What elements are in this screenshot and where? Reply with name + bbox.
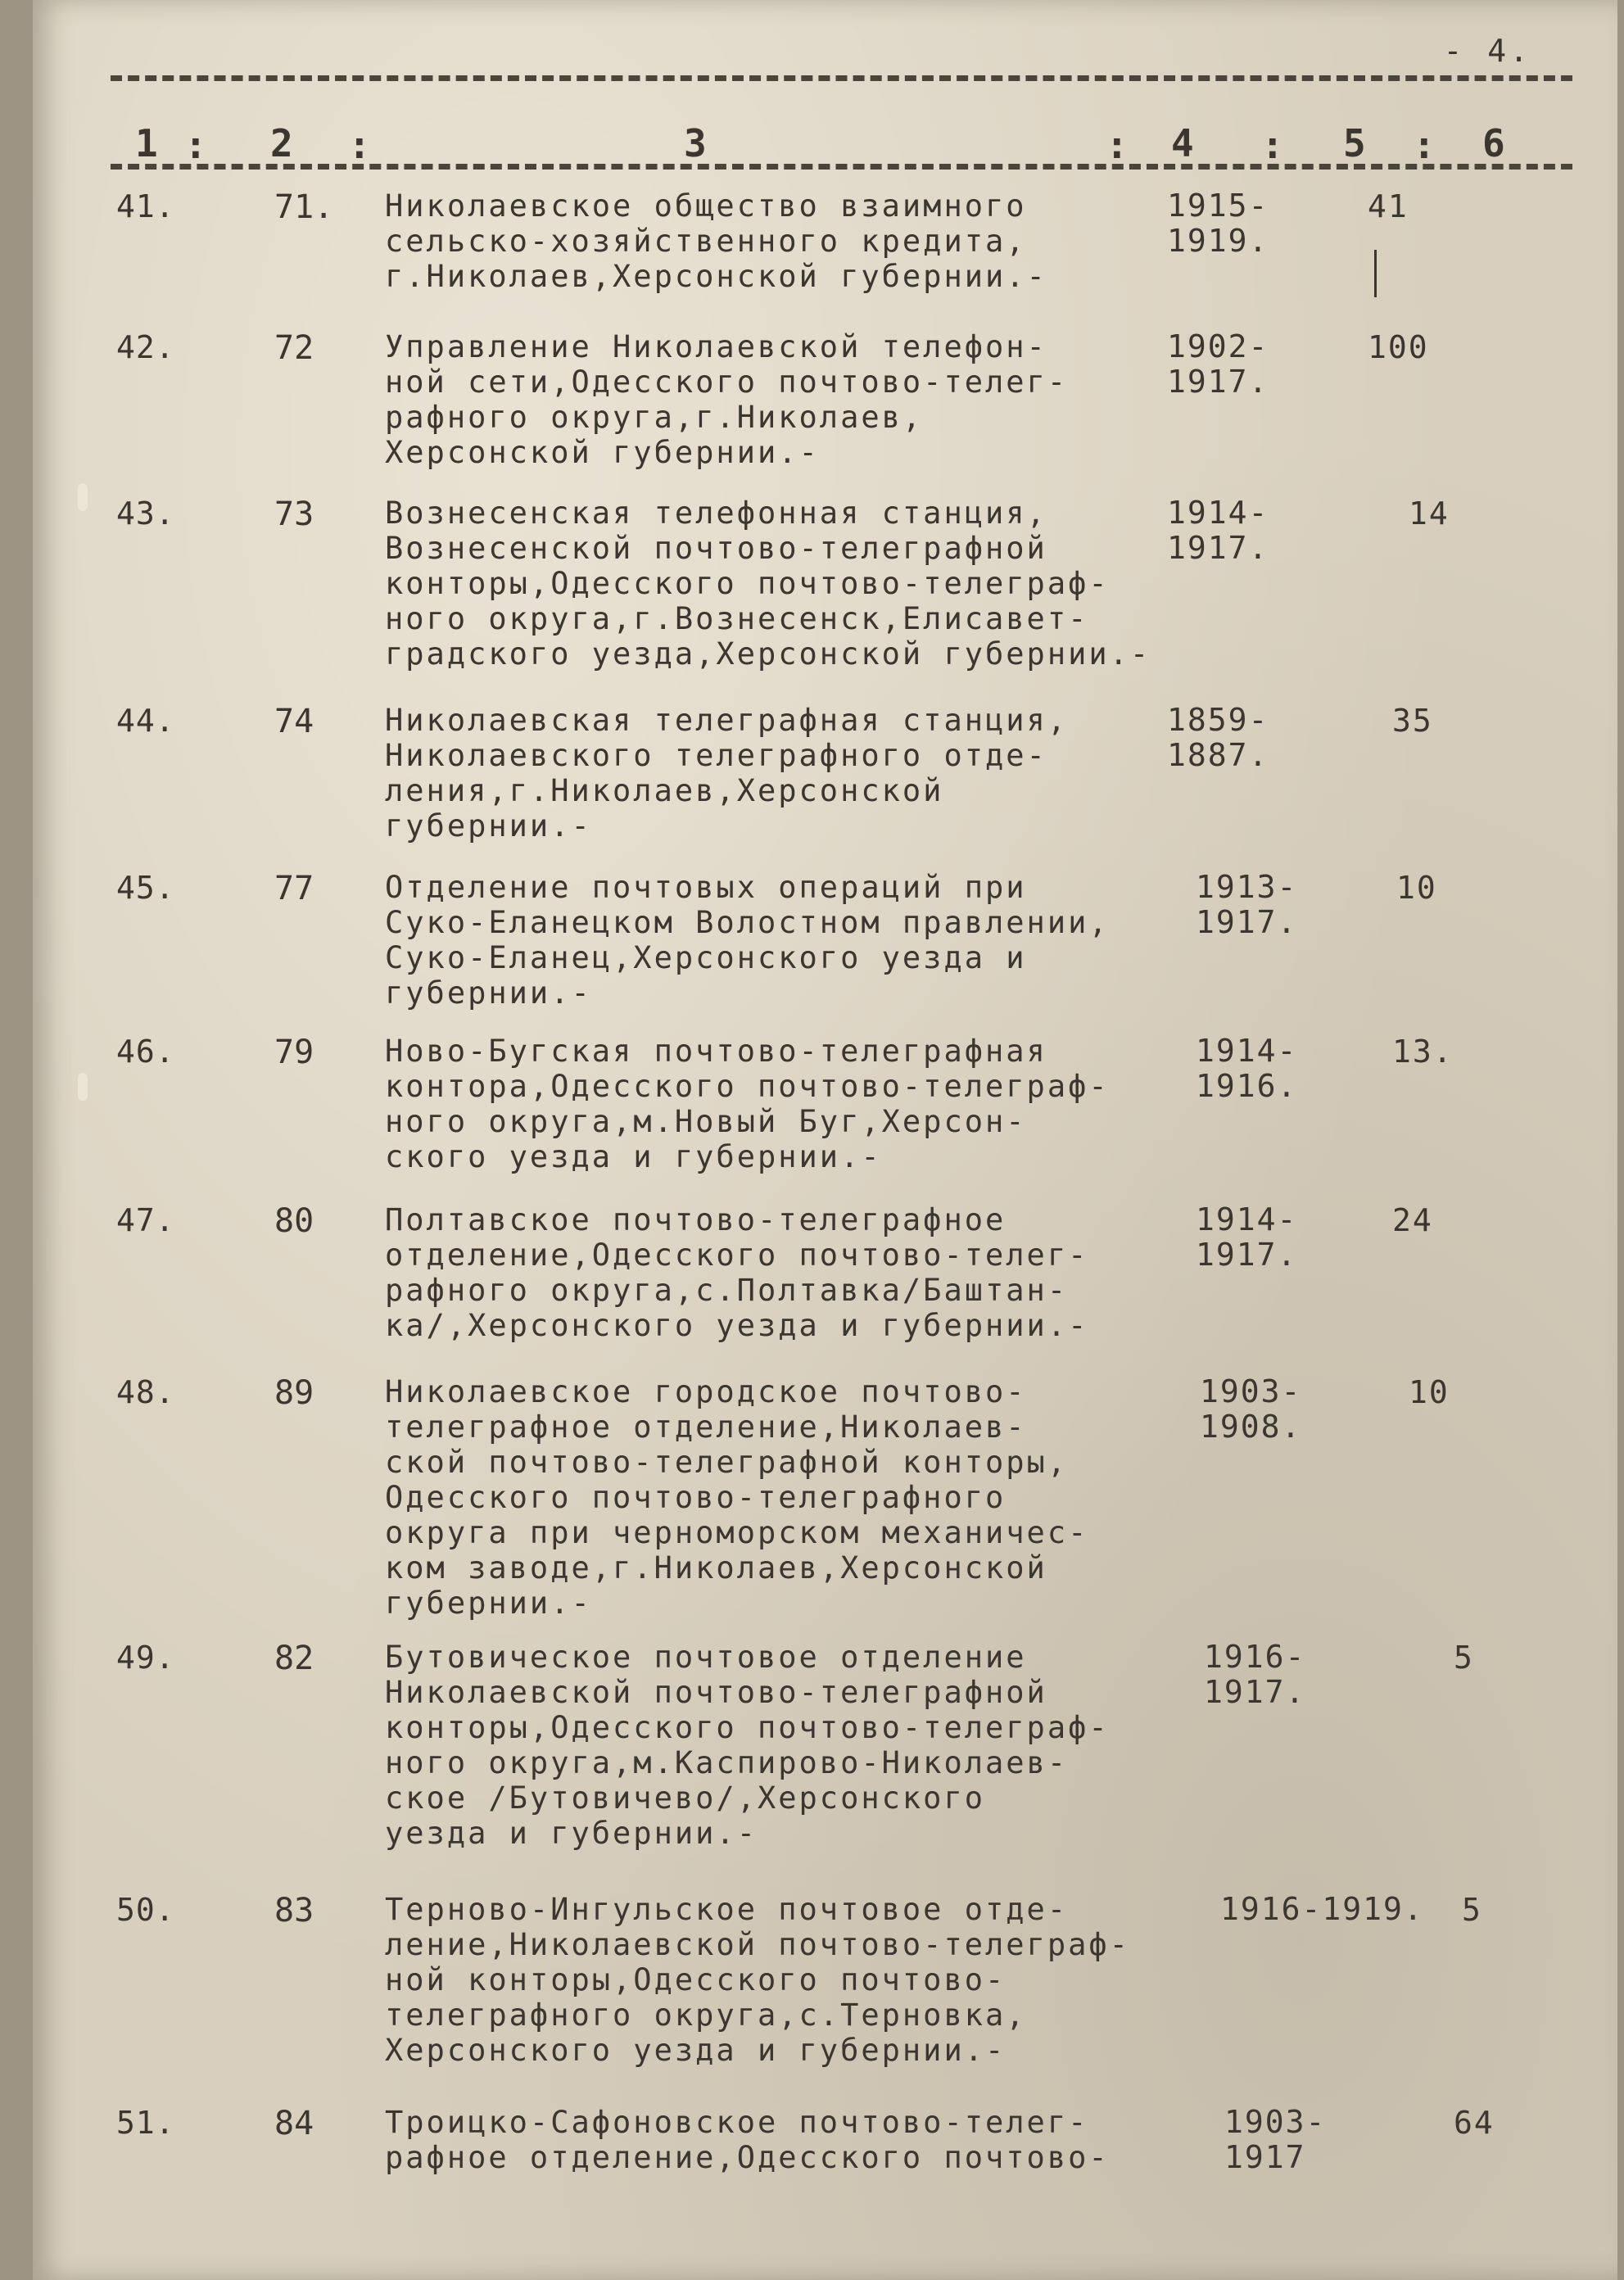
- description-line: Суко-Еланецком Волостном правлении,: [385, 905, 1110, 940]
- fund-number: 72: [274, 329, 314, 367]
- description-line: ка/,Херсонского уезда и губернии.-: [385, 1308, 1089, 1343]
- description-line: градского уезда,Херсонской губернии.-: [385, 636, 1151, 672]
- punch-hole-mark: [78, 1073, 88, 1101]
- entry-description: [385, 1034, 1212, 1174]
- entry-number: 41.: [116, 188, 175, 224]
- description-line: Суко-Еланец,Херсонского уезда и: [385, 940, 1027, 975]
- description-line: Одесского почтово-телеграфного: [385, 1480, 1007, 1515]
- entry-number: 44.: [116, 703, 175, 739]
- description-line: ком заводе,г.Николаев,Херсонской: [385, 1550, 1047, 1586]
- description-line: округа при черноморском механичес-: [385, 1515, 1089, 1550]
- description-line: рафное отделение,Одесского почтово-: [385, 2140, 1110, 2175]
- year-start: 1914-: [1196, 1201, 1298, 1237]
- year-start: 1903-: [1224, 2104, 1327, 2140]
- entry-years: [1196, 1034, 1297, 1104]
- description-line: ского уезда и губернии.-: [385, 1139, 882, 1174]
- description-line: Херсонской губернии.-: [385, 435, 820, 470]
- entry-number: 47.: [116, 1202, 175, 1238]
- fund-number: 83: [274, 1892, 314, 1929]
- entry-years: [1196, 1202, 1297, 1273]
- description-line: ной конторы,Одесского почтово-: [385, 1962, 1007, 1997]
- description-line: Херсонского уезда и губернии.-: [385, 2033, 1007, 2068]
- description-line: Николаевское общество взаимного: [385, 188, 1027, 224]
- description-line: ление,Николаевской почтово-телеграф-: [385, 1927, 1130, 1962]
- description-line: Николаевской почтово-телеграфной: [385, 1675, 1047, 1710]
- entry-description: [385, 329, 1212, 470]
- fund-number: 71.: [274, 188, 334, 226]
- description-line: уезда и губернии.-: [385, 1816, 758, 1851]
- storage-units-count: 10: [1409, 1374, 1450, 1410]
- description-line: Николаевское городское почтово-: [385, 1374, 1027, 1409]
- page-number: - 4.: [1443, 33, 1531, 69]
- year-start: 1902-: [1167, 328, 1269, 364]
- description-line: Николаевская телеграфная станция,: [385, 703, 1069, 738]
- entry-number: 42.: [116, 329, 175, 365]
- storage-units-count: 100: [1368, 329, 1429, 365]
- column-separator: :: [348, 123, 371, 167]
- entry-years: [1167, 703, 1269, 773]
- description-line: Управление Николаевской телефон-: [385, 329, 1047, 364]
- description-line: Бутовическое почтовое отделение: [385, 1640, 1027, 1675]
- entry-description: [385, 1374, 1212, 1621]
- entry-description: [385, 188, 1212, 294]
- description-line: отделение,Одесского почтово-телег-: [385, 1237, 1089, 1273]
- fund-number: 82: [274, 1640, 314, 1677]
- entry-years: [1220, 1892, 1424, 1927]
- description-line: сельско-хозяйственного кредита,: [385, 224, 1027, 259]
- entry-description: [385, 1202, 1212, 1343]
- column-header-4: 4: [1171, 121, 1196, 165]
- fund-number: 74: [274, 703, 314, 740]
- description-line: Вознесенской почтово-телеграфной: [385, 531, 1047, 566]
- year-end: 1917.: [1167, 364, 1269, 400]
- entry-years: [1224, 2105, 1326, 2175]
- storage-units-count: 13.: [1392, 1034, 1454, 1070]
- year-end: 1917.: [1196, 1237, 1298, 1273]
- entry-number: 50.: [116, 1892, 175, 1928]
- fund-number: 77: [274, 870, 314, 907]
- column-separator: :: [184, 123, 207, 167]
- description-line: Троицко-Сафоновское почтово-телег-: [385, 2105, 1089, 2140]
- year-start: 1903-: [1200, 1373, 1302, 1409]
- year-end: 1887.: [1167, 737, 1269, 773]
- description-line: конторы,Одесского почтово-телеграф-: [385, 1710, 1110, 1745]
- entry-description: [385, 2105, 1212, 2175]
- description-line: ного округа,г.Вознесенск,Елисавет-: [385, 601, 1089, 636]
- year-range: 1916-1919.: [1220, 1891, 1424, 1927]
- fund-number: 80: [274, 1202, 314, 1240]
- entry-description: [385, 703, 1212, 844]
- entry-years: [1196, 870, 1297, 940]
- entry-number: 46.: [116, 1034, 175, 1070]
- entry-number: 48.: [116, 1374, 175, 1410]
- description-line: ного округа,м.Каспирово-Николаев-: [385, 1745, 1069, 1780]
- description-line: ной сети,Одесского почтово-телег-: [385, 364, 1069, 400]
- description-line: контора,Одесского почтово-телеграф-: [385, 1069, 1110, 1104]
- description-line: телеграфного округа,с.Терновка,: [385, 1997, 1027, 2033]
- fund-number: 89: [274, 1374, 314, 1412]
- header-rule-top: [111, 75, 1572, 81]
- entry-description: [385, 1640, 1212, 1851]
- fund-number: 73: [274, 495, 314, 533]
- year-start: 1916-: [1204, 1639, 1306, 1675]
- year-end: 1917.: [1196, 904, 1298, 940]
- description-line: ское /Бутовичево/,Херсонского: [385, 1780, 986, 1816]
- description-line: губернии.-: [385, 808, 592, 844]
- year-start: 1915-: [1167, 188, 1269, 224]
- year-end: 1919.: [1167, 223, 1269, 259]
- storage-units-count: 14: [1409, 495, 1450, 532]
- storage-units-count: 5: [1462, 1892, 1482, 1928]
- year-start: 1913-: [1196, 869, 1298, 905]
- column-header-2: 2: [270, 121, 295, 165]
- year-end: 1917.: [1167, 530, 1269, 566]
- description-line: Вознесенская телефонная станция,: [385, 495, 1047, 531]
- storage-units-count: 24: [1392, 1202, 1433, 1238]
- header-rule-bottom: [111, 164, 1572, 170]
- description-line: ного округа,м.Новый Буг,Херсон-: [385, 1104, 1027, 1139]
- year-end: 1917: [1224, 2139, 1306, 2175]
- entry-number: 51.: [116, 2105, 175, 2141]
- column-header-3: 3: [684, 121, 708, 165]
- archive-page: [33, 0, 1617, 2280]
- description-line: губернии.-: [385, 975, 592, 1011]
- column-header-1: 1: [135, 121, 160, 165]
- entry-description: [385, 870, 1212, 1011]
- entry-years: [1200, 1374, 1301, 1445]
- description-line: конторы,Одесского почтово-телеграф-: [385, 566, 1110, 601]
- entry-description: [385, 1892, 1212, 2068]
- fund-number: 84: [274, 2105, 314, 2142]
- description-line: рафного округа,г.Николаев,: [385, 400, 924, 435]
- storage-units-count: 35: [1392, 703, 1433, 739]
- description-line: Ново-Бугская почтово-телеграфная: [385, 1034, 1047, 1069]
- year-end: 1917.: [1204, 1674, 1306, 1710]
- entry-years: [1167, 495, 1269, 566]
- year-end: 1916.: [1196, 1068, 1298, 1104]
- description-line: ской почтово-телеграфной конторы,: [385, 1445, 1069, 1480]
- description-line: губернии.-: [385, 1586, 592, 1621]
- year-start: 1914-: [1196, 1033, 1298, 1069]
- description-line: Полтавское почтово-телеграфное: [385, 1202, 1007, 1237]
- storage-units-count: 41: [1368, 188, 1409, 224]
- pencil-mark: [1374, 250, 1377, 297]
- storage-units-count: 5: [1454, 1640, 1474, 1676]
- year-start: 1859-: [1167, 702, 1269, 738]
- entry-number: 45.: [116, 870, 175, 906]
- column-separator: :: [1106, 123, 1129, 167]
- entry-number: 43.: [116, 495, 175, 532]
- entry-years: [1167, 188, 1269, 259]
- column-header-5: 5: [1343, 121, 1368, 165]
- column-separator: :: [1413, 123, 1436, 167]
- description-line: ления,г.Николаев,Херсонской: [385, 773, 944, 808]
- fund-number: 79: [274, 1034, 314, 1071]
- entry-description: [385, 495, 1212, 672]
- column-separator: :: [1261, 123, 1284, 167]
- entry-number: 49.: [116, 1640, 175, 1676]
- punch-hole-mark: [78, 483, 88, 511]
- description-line: рафного округа,с.Полтавка/Баштан-: [385, 1273, 1069, 1308]
- description-line: Терново-Ингульское почтовое отде-: [385, 1892, 1069, 1927]
- storage-units-count: 64: [1454, 2105, 1495, 2141]
- column-header-6: 6: [1482, 121, 1507, 165]
- description-line: Николаевского телеграфного отде-: [385, 738, 1047, 773]
- description-line: г.Николаев,Херсонской губернии.-: [385, 259, 1047, 294]
- year-end: 1908.: [1200, 1409, 1302, 1445]
- description-line: Отделение почтовых операций при: [385, 870, 1027, 905]
- storage-units-count: 10: [1396, 870, 1437, 906]
- entry-years: [1204, 1640, 1305, 1710]
- description-line: телеграфное отделение,Николаев-: [385, 1409, 1027, 1445]
- entry-years: [1167, 329, 1269, 400]
- year-start: 1914-: [1167, 495, 1269, 531]
